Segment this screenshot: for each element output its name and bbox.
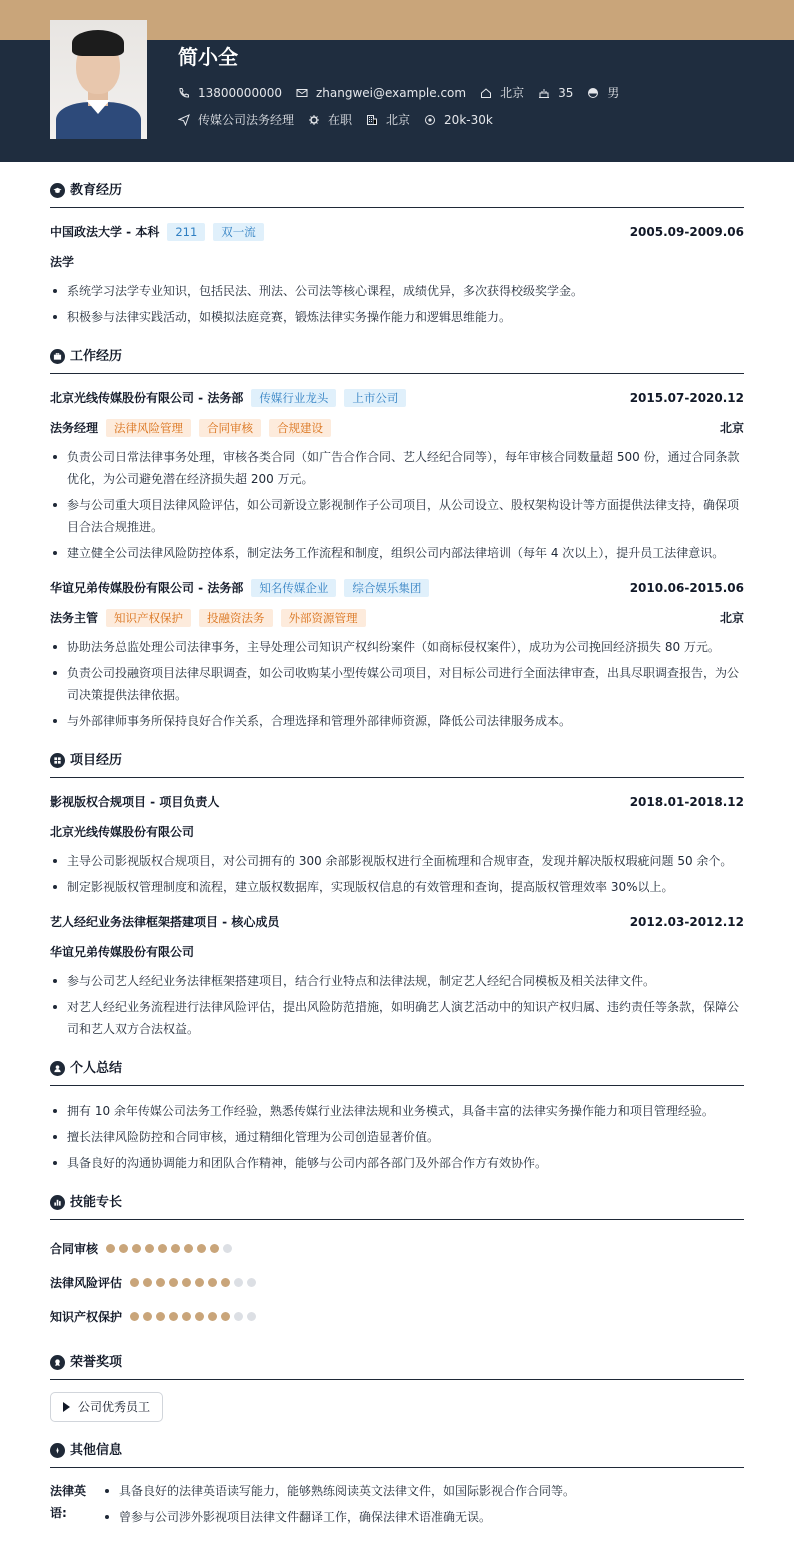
list-item: 主导公司影视版权合规项目，对公司拥有的 300 余部影视版权进行全面梳理和合规审查，发现并解决版权瑕疵问题 50 余个。 (50, 850, 744, 872)
rating-dot (169, 1312, 178, 1321)
skill-item (50, 1300, 403, 1334)
awards-header (50, 1352, 744, 1380)
list-item: 系统学习法学专业知识，包括民法、刑法、公司法等核心课程，成绩优异，多次获得校级奖学金。 (50, 280, 744, 302)
rating-dot (158, 1244, 167, 1253)
rating-dot (130, 1278, 139, 1287)
graduation-cap-icon (50, 183, 65, 198)
company-name: 华谊兄弟传媒股份有限公司 - 法务部 (50, 581, 244, 595)
rating-dot (208, 1312, 217, 1321)
award-label: 公司优秀员工 (78, 1400, 151, 1414)
rating-dot (130, 1312, 139, 1321)
section-title: 项目经历 (70, 752, 123, 768)
rating-dot (221, 1312, 230, 1321)
work-header (50, 346, 744, 374)
rating-dot (247, 1312, 256, 1321)
tag: 双一流 (213, 223, 264, 241)
list-item: 协助法务总监处理公司法律事务，主导处理公司知识产权纠纷案件（如商标侵权案件），成功为公司挽回经济损失 80 万元。 (50, 636, 744, 658)
entry-date: 2005.09-2009.06 (629, 225, 744, 239)
project-entry (50, 912, 744, 1040)
send-icon (178, 114, 190, 126)
building-icon (366, 114, 378, 126)
phone-text: 13800000000 (198, 86, 282, 100)
project-entry (50, 792, 744, 898)
entry-city: 北京 (719, 421, 744, 435)
skill-name: 合同审核 (50, 1242, 99, 1256)
projects-header (50, 750, 744, 778)
bullet-list (50, 970, 744, 1040)
entry-date: 2010.06-2015.06 (629, 581, 744, 595)
bullet-list (50, 446, 744, 564)
caret-right-icon (63, 1402, 70, 1412)
salary-item (424, 111, 493, 129)
list-item: 拥有 10 余年传媒公司法务工作经验，熟悉传媒行业法律法规和业务模式，具备丰富的法律实务操作能力和项目管理经验。 (50, 1100, 744, 1122)
rating-dot (182, 1312, 191, 1321)
skill-name: 法律风险评估 (50, 1276, 123, 1290)
rating-dot (156, 1278, 165, 1287)
entry-title-row (50, 792, 744, 812)
list-item: 曾参与公司涉外影视项目法律文件翻译工作，确保法律术语准确无误。 (102, 1506, 744, 1528)
status-item (308, 111, 352, 129)
major: 法学 (50, 255, 75, 269)
award-item[interactable] (50, 1392, 163, 1422)
list-item: 建立健全公司法律风险防控体系，制定法务工作流程和制度，组织公司内部法律培训（每年 4 次以上），提升员工法律意识。 (50, 542, 744, 564)
project-company: 华谊兄弟传媒股份有限公司 (50, 945, 195, 959)
age-text: 35 (558, 86, 574, 100)
location-text: 北京 (500, 86, 525, 100)
rating-dot (169, 1278, 178, 1287)
rating-dot (143, 1312, 152, 1321)
entry-sub-row (50, 608, 744, 628)
location-item (480, 84, 524, 102)
rating-dot (182, 1278, 191, 1287)
job-intent-row (178, 111, 507, 129)
projects-section (50, 750, 744, 1040)
list-item: 负责公司日常法律事务处理，审核各类合同（如广告合作合同、艺人经纪合同等），每年审核合同数量超 500 份，通过合同条款优化，为公司避免潜在经济损失超 200 万元。 (50, 446, 744, 490)
education-entry (50, 222, 744, 328)
other-header (50, 1440, 744, 1468)
section-title: 教育经历 (70, 182, 123, 198)
tag: 211 (167, 223, 205, 241)
rating-dot (171, 1244, 180, 1253)
entry-sub-row (50, 418, 744, 438)
work-entry (50, 578, 744, 732)
skill-rating (106, 1240, 236, 1258)
entry-date: 2012.03-2012.12 (629, 915, 744, 929)
rating-dot (195, 1278, 204, 1287)
tag: 投融资法务 (199, 609, 273, 627)
bar-chart-icon (50, 1195, 65, 1210)
list-item: 制定影视版权管理制度和流程，建立版权数据库，实现版权信息的有效管理和查询，提高版权管理效率 30%以上。 (50, 876, 744, 898)
skills-list (50, 1232, 744, 1334)
rating-dot (197, 1244, 206, 1253)
rating-dot (247, 1278, 256, 1287)
rating-dot (145, 1244, 154, 1253)
rating-dot (119, 1244, 128, 1253)
list-item: 参与公司重大项目法律风险评估，如公司新设立影视制作子公司项目，从公司设立、股权架构设计等方面提供法律支持，确保项目合法合规推进。 (50, 494, 744, 538)
status-text: 在职 (328, 113, 353, 127)
entry-title-row (50, 578, 744, 598)
tag: 综合娱乐集团 (344, 579, 429, 597)
rating-dot (234, 1312, 243, 1321)
list-item: 对艺人经纪业务流程进行法律风险评估，提出风险防范措施，如明确艺人演艺活动中的知识产权归属、违约责任等条款，保障公司和艺人双方合法权益。 (50, 996, 744, 1040)
skills-header (50, 1192, 744, 1220)
skill-item (50, 1266, 403, 1300)
section-title: 工作经历 (70, 348, 123, 364)
rating-dot (221, 1278, 230, 1287)
list-item: 具备良好的法律英语读写能力，能够熟练阅读英文法律文件，如国际影视合作合同等。 (102, 1480, 744, 1502)
status-icon (308, 114, 320, 126)
age-icon (538, 87, 550, 99)
rating-dot (210, 1244, 219, 1253)
company-name: 北京光线传媒股份有限公司 - 法务部 (50, 391, 244, 405)
grid-icon (50, 753, 65, 768)
entry-title-row (50, 222, 744, 242)
list-item: 擅长法律风险防控和合同审核，通过精细化管理为公司创造显著价值。 (50, 1126, 744, 1148)
bullet-list (50, 850, 744, 898)
section-title: 其他信息 (70, 1442, 123, 1458)
other-label: 法律英语: (50, 1484, 87, 1520)
project-name: 影视版权合规项目 - 项目负责人 (50, 795, 220, 809)
tag: 知识产权保护 (106, 609, 191, 627)
other-section (50, 1440, 744, 1532)
email-text: zhangwei@example.com (315, 86, 467, 100)
entry-sub-row (50, 942, 744, 962)
profile-header (0, 40, 794, 162)
bullet-list (50, 1100, 744, 1174)
tag: 合同审核 (199, 419, 261, 437)
work-entry (50, 388, 744, 564)
section-title: 荣誉奖项 (70, 1354, 123, 1370)
rating-dot (234, 1278, 243, 1287)
summary-section (50, 1058, 744, 1174)
rating-dot (195, 1312, 204, 1321)
email-icon (296, 87, 308, 99)
award-icon (50, 1355, 65, 1370)
rating-dot (223, 1244, 232, 1253)
avatar (50, 20, 147, 139)
school-name: 中国政法大学 - 本科 (50, 225, 160, 239)
role: 法务经理 (50, 421, 99, 435)
compass-icon (50, 1443, 65, 1458)
position-item (178, 111, 294, 129)
salary-icon (424, 114, 436, 126)
tag: 传媒行业龙头 (251, 389, 336, 407)
education-section (50, 180, 744, 328)
other-item (50, 1480, 744, 1532)
city-item (366, 111, 410, 129)
awards-section (50, 1352, 744, 1422)
work-section (50, 346, 744, 732)
user-icon (50, 1061, 65, 1076)
list-item: 积极参与法律实践活动，如模拟法庭竞赛，锻炼法律实务操作能力和逻辑思维能力。 (50, 306, 744, 328)
phone-item (178, 84, 282, 102)
skill-item (50, 1232, 403, 1266)
gender-icon (587, 87, 599, 99)
project-name: 艺人经纪业务法律框架搭建项目 - 核心成员 (50, 915, 280, 929)
tag: 合规建设 (269, 419, 331, 437)
phone-icon (178, 87, 190, 99)
profile-name: 简小全 (178, 45, 238, 69)
skill-rating (130, 1274, 260, 1292)
entry-title-row (50, 388, 744, 408)
skills-section (50, 1192, 744, 1334)
role: 法务主管 (50, 611, 99, 625)
list-item: 与外部律师事务所保持良好合作关系，合理选择和管理外部律师资源，降低公司法律服务成本。 (50, 710, 744, 732)
entry-sub-row (50, 252, 744, 272)
project-company: 北京光线传媒股份有限公司 (50, 825, 195, 839)
resume-body (0, 180, 794, 1532)
bullet-list (50, 280, 744, 328)
entry-date: 2018.01-2018.12 (629, 795, 744, 809)
gender-item (587, 84, 619, 102)
skill-name: 知识产权保护 (50, 1310, 123, 1324)
summary-header (50, 1058, 744, 1086)
section-title: 技能专长 (70, 1194, 123, 1210)
rating-dot (106, 1244, 115, 1253)
entry-city: 北京 (719, 611, 744, 625)
skill-rating (130, 1308, 260, 1326)
city-text: 北京 (386, 113, 411, 127)
rating-dot (143, 1278, 152, 1287)
home-icon (480, 87, 492, 99)
gender-text: 男 (607, 86, 620, 100)
age-item (538, 84, 573, 102)
tag: 知名传媒企业 (251, 579, 336, 597)
tag: 上市公司 (344, 389, 406, 407)
list-item: 具备良好的沟通协调能力和团队合作精神，能够与公司内部各部门及外部合作方有效协作。 (50, 1152, 744, 1174)
rating-dot (184, 1244, 193, 1253)
rating-dot (132, 1244, 141, 1253)
position-text: 传媒公司法务经理 (198, 113, 295, 127)
entry-sub-row (50, 822, 744, 842)
tag: 法律风险管理 (106, 419, 191, 437)
bullet-list (102, 1480, 744, 1532)
list-item: 参与公司艺人经纪业务法律框架搭建项目，结合行业特点和法律法规，制定艺人经纪合同模板及相关法律文件。 (50, 970, 744, 992)
email-item (296, 84, 466, 102)
entry-date: 2015.07-2020.12 (629, 391, 744, 405)
education-header (50, 180, 744, 208)
entry-title-row (50, 912, 744, 932)
rating-dot (156, 1312, 165, 1321)
rating-dot (208, 1278, 217, 1287)
list-item: 负责公司投融资项目法律尽职调查，如公司收购某小型传媒公司项目，对目标公司进行全面法律审查，出具尽职调查报告，为公司决策提供法律依据。 (50, 662, 744, 706)
salary-text: 20k-30k (444, 113, 493, 127)
contact-row (178, 84, 633, 102)
bullet-list (50, 636, 744, 732)
section-title: 个人总结 (70, 1060, 123, 1076)
tag: 外部资源管理 (281, 609, 366, 627)
briefcase-icon (50, 349, 65, 364)
